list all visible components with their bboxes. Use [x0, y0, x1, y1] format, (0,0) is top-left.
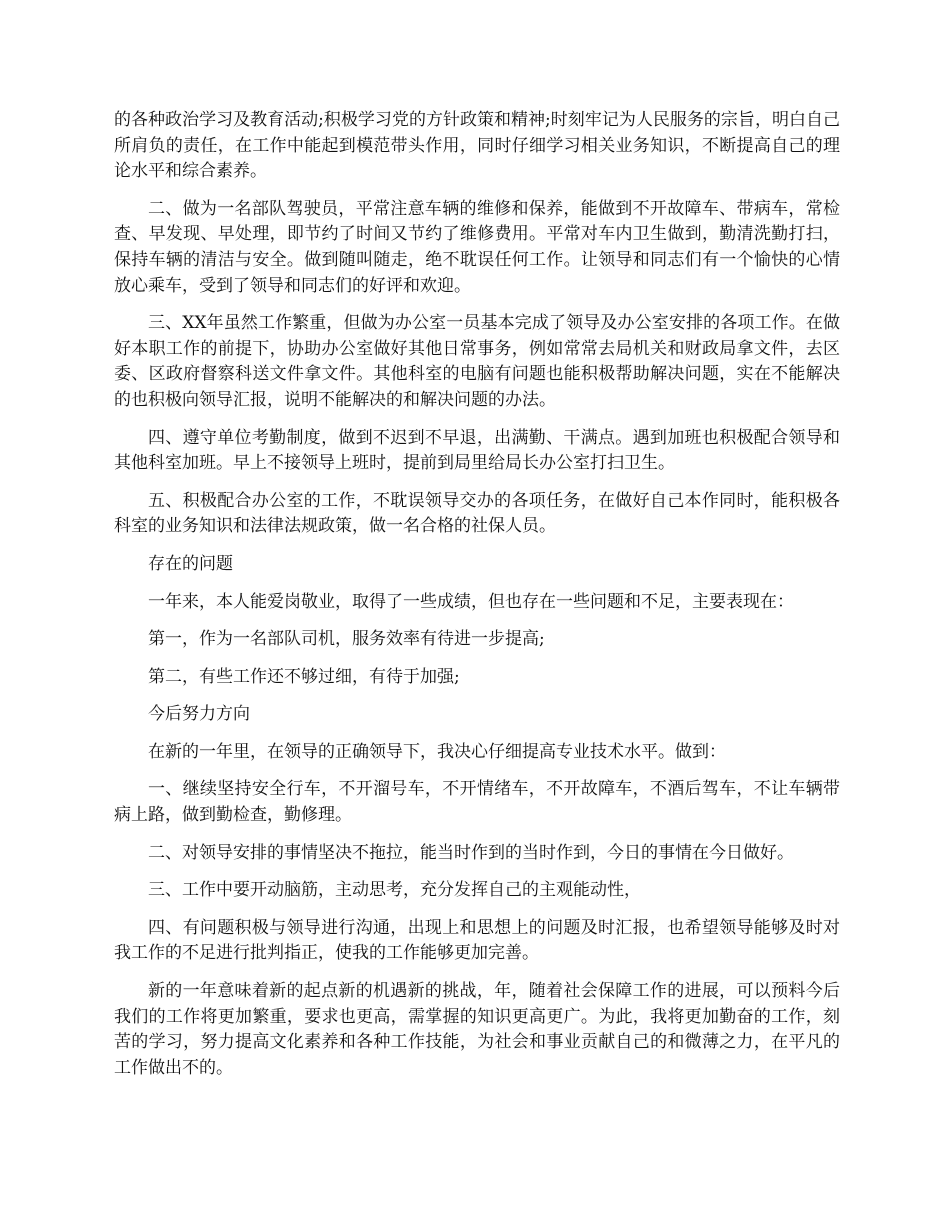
paragraph-item-3: 三、XX年虽然工作繁重，但做为办公室一员基本完成了领导及办公室安排的各项工作。在做好本职工作的前提下，协助办公室做好其他日常事务，例如常常去局机关和财政局拿文件，去区委、区政府督察科送文件拿文件。其他科室的电脑有问题也能积极帮助解决问题，实在不能解决的也积极向领导汇报，说明不能解决的和解决问题的办法。: [114, 313, 840, 410]
paragraph-item-4: 四、遵守单位考勤制度，做到不迟到不早退，出满勤、干满点。遇到加班也积极配合领导和其他科室加班。早上不接领导上班时，提前到局里给局长办公室打扫卫生。: [114, 427, 840, 474]
section-heading-direction: 今后努力方向: [148, 704, 250, 725]
paragraph-direction-intro: 在新的一年里，在领导的正确领导下，我决心仔细提高专业技术水平。做到：: [148, 741, 726, 762]
paragraph-direction-4: 四、有问题积极与领导进行沟通，出现上和思想上的问题及时汇报，也希望领导能够及时对我工作的不足进行批判指正，使我的工作能够更加完善。: [114, 917, 840, 964]
paragraph-problem-2: 第二，有些工作还不够过细，有待于加强;: [148, 666, 460, 687]
paragraph-item-2: 二、做为一名部队驾驶员，平常注意车辆的维修和保养，能做到不开故障车、带病车，常检查、早发现、早处理，即节约了时间又节约了维修费用。平常对车内卫生做到，勤清洗勤打扫，保持车辆的清洁与安全。做到随叫随走，绝不耽误任何工作。让领导和同志们有一个愉快的心情放心乘车，受到了领导和同志们的好评和欢迎。: [114, 198, 840, 296]
paragraph-problems-intro: 一年来，本人能爱岗敬业，取得了一些成绩，但也存在一些问题和不足，主要表现在：: [148, 591, 794, 612]
paragraph-direction-1: 一、继续坚持安全行车，不开溜号车，不开情绪车，不开故障车，不酒后驾车，不让车辆带病上路，做到勤检查，勤修理。: [114, 779, 840, 826]
paragraph-continuation: 的各种政治学习及教育活动;积极学习党的方针政策和精神;时刻牢记为人民服务的宗旨，明白自己所肩负的责任，在工作中能起到模范带头作用，同时仔细学习相关业务知识，不断提高自己的理论水平和综合素养。: [114, 110, 841, 182]
document-page: [114, 108, 840, 1093]
paragraph-item-5: 五、积极配合办公室的工作，不耽误领导交办的各项任务，在做好自己本作同时，能积极各科室的业务知识和法律法规政策，做一名合格的社保人员。: [114, 490, 840, 537]
paragraph-closing: 新的一年意味着新的起点新的机遇新的挑战，年，随着社会保障工作的进展，可以预料今后我们的工作将更加繁重，要求也更高，需掌握的知识更高更广。为此，我将更加勤奋的工作，刻苦的学习，努力提高文化素养和各种工作技能，为社会和事业贡献自己的和微薄之力，在平凡的工作做出不的。: [114, 981, 840, 1078]
paragraph-direction-3: 三、工作中要开动脑筋，主动思考，充分发挥自己的主观能动性，: [148, 880, 641, 901]
paragraph-problem-1: 第一，作为一名部队司机，服务效率有待进一步提高;: [148, 629, 545, 650]
section-heading-problems: 存在的问题: [148, 553, 233, 574]
paragraph-direction-2: 二、对领导安排的事情坚决不拖拉，能当时作到的当时作到，今日的事情在今日做好。: [148, 842, 794, 863]
